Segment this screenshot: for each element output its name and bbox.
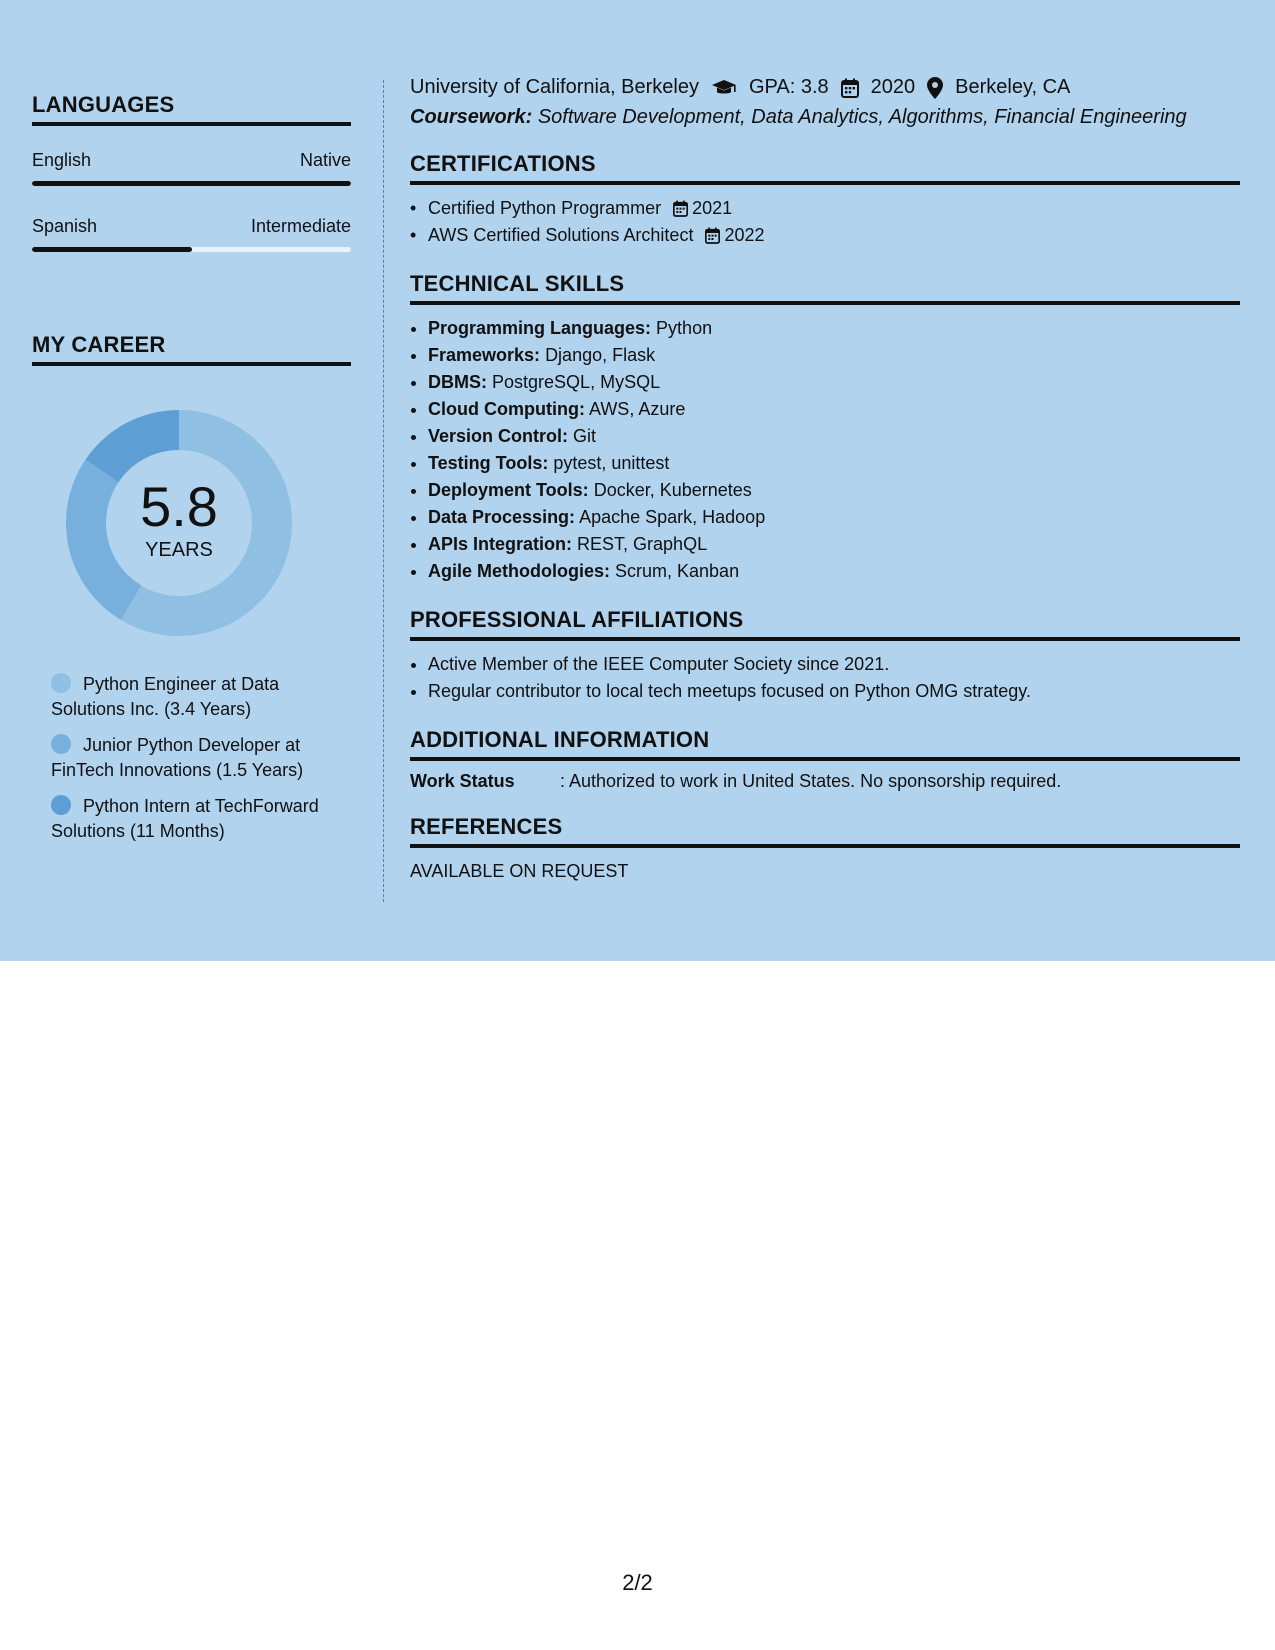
references-text: AVAILABLE ON REQUEST <box>410 861 629 881</box>
right-column <box>410 76 1240 882</box>
language-bar-fill <box>32 181 351 186</box>
skill-item <box>428 477 1240 504</box>
certification-name: • AWS Certified Solutions Architect <box>428 225 694 245</box>
work-status-label: Work Status <box>410 771 515 791</box>
calendar-icon <box>841 78 859 98</box>
certification-item <box>428 195 1240 222</box>
skill-label: Programming Languages: <box>428 318 652 338</box>
skill-value: AWS, Azure <box>588 399 686 419</box>
skill-item <box>428 504 1240 531</box>
skill-label: DBMS: <box>428 372 487 392</box>
skill-value: Apache Spark, Hadoop <box>579 507 766 527</box>
skill-label: Cloud Computing: <box>428 399 585 419</box>
skill-label: Version Control: <box>428 426 569 446</box>
language-level: Native <box>299 150 351 170</box>
skills-list <box>410 315 1240 585</box>
skill-label: Data Processing: <box>428 507 576 527</box>
skill-value: pytest, unittest <box>553 453 670 473</box>
coursework-line <box>410 106 1240 129</box>
skill-item <box>428 342 1240 369</box>
skill-value: Scrum, Kanban <box>615 561 740 581</box>
language-bar <box>32 181 351 186</box>
skill-label: APIs Integration: <box>428 534 573 554</box>
language-item <box>32 216 351 252</box>
affiliation-item: • Regular contributor to local tech meetups focused on Python OMG strategy. <box>428 678 1240 705</box>
affiliation-item: • Active Member of the IEEE Computer Society since 2021. <box>428 651 1240 678</box>
language-name: Spanish <box>32 216 98 236</box>
career-legend <box>32 672 351 844</box>
career-title: MY CAREER <box>32 332 351 366</box>
languages-title: LANGUAGES <box>32 92 351 126</box>
legend-item <box>51 672 341 722</box>
column-divider <box>383 80 384 902</box>
skill-label: Frameworks: <box>428 345 541 365</box>
certification-item <box>428 222 1240 249</box>
legend-dot <box>51 734 71 754</box>
skill-item <box>428 396 1240 423</box>
work-status-value: : Authorized to work in United States. No sponsorship required. <box>560 771 1062 791</box>
career-donut-chart <box>66 410 292 636</box>
legend-item <box>51 733 341 783</box>
skill-value: REST, GraphQL <box>577 534 708 554</box>
school-location: Berkeley, CA <box>955 76 1071 98</box>
gpa: GPA: 3.8 <box>749 76 829 98</box>
certification-year: 2022 <box>724 225 765 245</box>
skill-item <box>428 369 1240 396</box>
career-total-value: 5.8 <box>140 474 218 538</box>
legend-label: Junior Python Developer at FinTech Innovations (1.5 Years) <box>51 735 304 780</box>
affiliations-title: PROFESSIONAL AFFILIATIONS <box>410 607 1240 641</box>
location-pin-icon <box>927 77 943 99</box>
skill-value: Python <box>656 318 713 338</box>
language-item <box>32 150 351 186</box>
skill-label: Testing Tools: <box>428 453 549 473</box>
legend-dot <box>51 795 71 815</box>
legend-label: Python Engineer at Data Solutions Inc. (3.4 Years) <box>51 674 280 719</box>
affiliations-list <box>410 651 1240 705</box>
education-line <box>410 76 1240 99</box>
skill-item <box>428 423 1240 450</box>
calendar-icon <box>673 200 688 217</box>
legend-item <box>51 794 341 844</box>
skill-item <box>428 450 1240 477</box>
graduation-cap-icon <box>711 78 737 98</box>
skill-label: Deployment Tools: <box>428 480 589 500</box>
language-level: Intermediate <box>250 216 351 236</box>
left-column <box>32 92 351 855</box>
page-number: 2/2 <box>622 1570 653 1595</box>
skill-value: Docker, Kubernetes <box>593 480 752 500</box>
skill-item <box>428 558 1240 585</box>
skill-value: PostgreSQL, MySQL <box>492 372 661 392</box>
references-title: REFERENCES <box>410 814 1240 848</box>
certifications-list <box>410 195 1240 249</box>
skill-value: Django, Flask <box>545 345 656 365</box>
language-name: English <box>32 150 92 170</box>
graduation-year: 2020 <box>870 76 916 98</box>
coursework-text: Software Development, Data Analytics, Algorithms, Financial Engineering <box>537 106 1187 128</box>
school-name: University of California, Berkeley <box>410 76 699 98</box>
skill-label: Agile Methodologies: <box>428 561 610 581</box>
work-status-row <box>410 771 1240 792</box>
legend-dot <box>51 673 71 693</box>
career-total-unit: YEARS <box>145 538 213 561</box>
skill-item <box>428 315 1240 342</box>
certifications-title: CERTIFICATIONS <box>410 151 1240 185</box>
language-bar-fill <box>32 247 192 252</box>
additional-info-title: ADDITIONAL INFORMATION <box>410 727 1240 761</box>
certification-name: • Certified Python Programmer <box>428 198 662 218</box>
certification-year: 2021 <box>692 198 733 218</box>
coursework-label: Coursework: <box>410 106 533 128</box>
skills-title: TECHNICAL SKILLS <box>410 271 1240 305</box>
language-bar <box>32 247 351 252</box>
skill-value: Git <box>573 426 597 446</box>
legend-label: Python Intern at TechForward Solutions (11 Months) <box>51 796 319 841</box>
skill-item <box>428 531 1240 558</box>
calendar-icon <box>705 227 720 244</box>
